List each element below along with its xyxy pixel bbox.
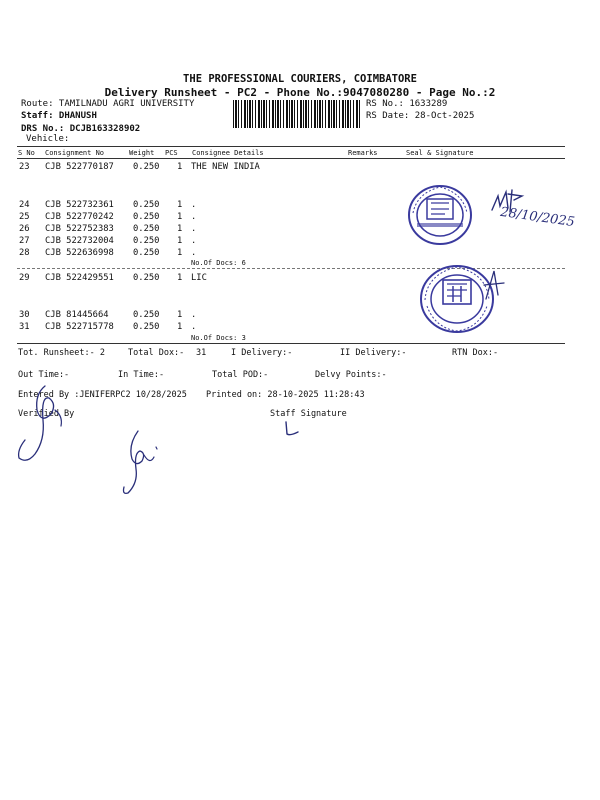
- company-title: THE PROFESSIONAL COURIERS, COIMBATORE: [183, 73, 417, 85]
- col-remarks: Remarks: [348, 149, 378, 157]
- table-row: [0, 273, 600, 285]
- row-pcs: 1: [177, 310, 183, 320]
- row-sno: 28: [19, 248, 30, 258]
- row-consignment: CJB 522770187: [45, 162, 114, 172]
- row-consignee: .: [191, 224, 197, 234]
- docs-count-note: No.Of Docs: 6: [191, 259, 246, 267]
- col-consignee: Consignee Details: [192, 149, 264, 157]
- row-sno: 26: [19, 224, 30, 234]
- row-sno: 27: [19, 236, 30, 246]
- row-weight: 0.250: [133, 310, 160, 320]
- delvy-points: Delvy Points:-: [315, 370, 387, 380]
- verified-by-label: Verified By: [18, 409, 75, 419]
- row-consignment: CJB 522732004: [45, 236, 114, 246]
- handwritten-date: 28/10/2025: [499, 204, 576, 231]
- runsheet-title: Delivery Runsheet - PC2 - Phone No.:9047080280 - Page No.:2: [104, 86, 496, 99]
- row-consignment: CJB 522752383: [45, 224, 114, 234]
- row-pcs: 1: [177, 322, 183, 332]
- table-row: [0, 322, 600, 334]
- row-sno: 24: [19, 200, 30, 210]
- entered-by: Entered By :JENIFERPC2 10/28/2025: [18, 390, 187, 400]
- row-pcs: 1: [177, 236, 183, 246]
- row-pcs: 1: [177, 224, 183, 234]
- divider-bottom: [17, 343, 565, 344]
- ii-delivery: II Delivery:-: [340, 348, 407, 358]
- row-weight: 0.250: [133, 224, 160, 234]
- drs-number: DRS No.: DCJB163328902: [21, 124, 141, 134]
- row-sno: 23: [19, 162, 30, 172]
- row-weight: 0.250: [133, 322, 160, 332]
- docs-count-note: No.Of Docs: 3: [191, 334, 246, 342]
- row-sno: 25: [19, 212, 30, 222]
- row-weight: 0.250: [133, 162, 160, 172]
- row-consignee: .: [191, 212, 197, 222]
- out-time: Out Time:-: [18, 370, 70, 380]
- row-consignment: CJB 522715778: [45, 322, 114, 332]
- col-consignment: Consignment No: [45, 149, 105, 157]
- in-time: In Time:-: [118, 370, 165, 380]
- company-stamp-1: [405, 183, 475, 248]
- route-label: Route: TAMILNADU AGRI UNIVERSITY: [21, 99, 195, 109]
- vehicle-label: Vehicle:: [26, 134, 70, 144]
- rs-number: RS No.: 1633289: [366, 99, 448, 109]
- row-pcs: 1: [177, 212, 183, 222]
- row-sno: 30: [19, 310, 30, 320]
- row-consignment: CJB 522732361: [45, 200, 114, 210]
- row-consignment: CJB 522770242: [45, 212, 114, 222]
- row-pcs: 1: [177, 273, 183, 283]
- total-dox-label: Total Dox:-: [128, 348, 185, 358]
- row-sno: 31: [19, 322, 30, 332]
- staff-signature: [280, 420, 302, 440]
- i-delivery: I Delivery:-: [231, 348, 293, 358]
- row-pcs: 1: [177, 162, 183, 172]
- row-weight: 0.250: [133, 273, 160, 283]
- row-consignee: .: [191, 248, 197, 258]
- verifier-signature-1: [15, 380, 70, 468]
- table-row: [0, 310, 600, 322]
- rs-date: RS Date: 28-Oct-2025: [366, 111, 475, 121]
- row-consignment: CJB 81445664: [45, 310, 109, 320]
- row-consignment: CJB 522429551: [45, 273, 114, 283]
- staff-label: Staff: DHANUSH: [21, 111, 97, 121]
- printed-on: Printed on: 28-10-2025 11:28:43: [206, 390, 365, 400]
- col-weight: Weight: [129, 149, 155, 157]
- row-consignee: .: [191, 200, 197, 210]
- table-row: [0, 248, 600, 260]
- row-pcs: 1: [177, 200, 183, 210]
- row-consignee: .: [191, 236, 197, 246]
- row-consignee: .: [191, 310, 197, 320]
- row-weight: 0.250: [133, 212, 160, 222]
- verifier-signature-2: [118, 425, 163, 497]
- col-seal-signature: Seal & Signature: [406, 149, 474, 157]
- row-consignee: .: [191, 322, 197, 332]
- row-weight: 0.250: [133, 236, 160, 246]
- row-consignee: THE NEW INDIA: [191, 162, 260, 172]
- total-pod: Total POD:-: [212, 370, 269, 380]
- total-dox-value: 31: [196, 348, 207, 358]
- row-weight: 0.250: [133, 200, 160, 210]
- col-pcs: PCS: [165, 149, 178, 157]
- divider-top: [17, 146, 565, 147]
- staff-signature-label: Staff Signature: [270, 409, 347, 419]
- row-consignee: LIC: [191, 273, 207, 283]
- rtn-dox: RTN Dox:-: [452, 348, 499, 358]
- table-row: [0, 236, 600, 248]
- row-weight: 0.250: [133, 248, 160, 258]
- tot-runsheet: Tot. Runsheet:- 2: [18, 348, 105, 358]
- col-sno: S No: [18, 149, 35, 157]
- row-consignment: CJB 522636998: [45, 248, 114, 258]
- row-sno: 29: [19, 273, 30, 283]
- table-row: [0, 224, 600, 236]
- row-pcs: 1: [177, 248, 183, 258]
- barcode: [233, 100, 361, 128]
- receiver-signature-2: [478, 265, 508, 303]
- table-row: [0, 162, 600, 174]
- divider-header: [17, 158, 565, 159]
